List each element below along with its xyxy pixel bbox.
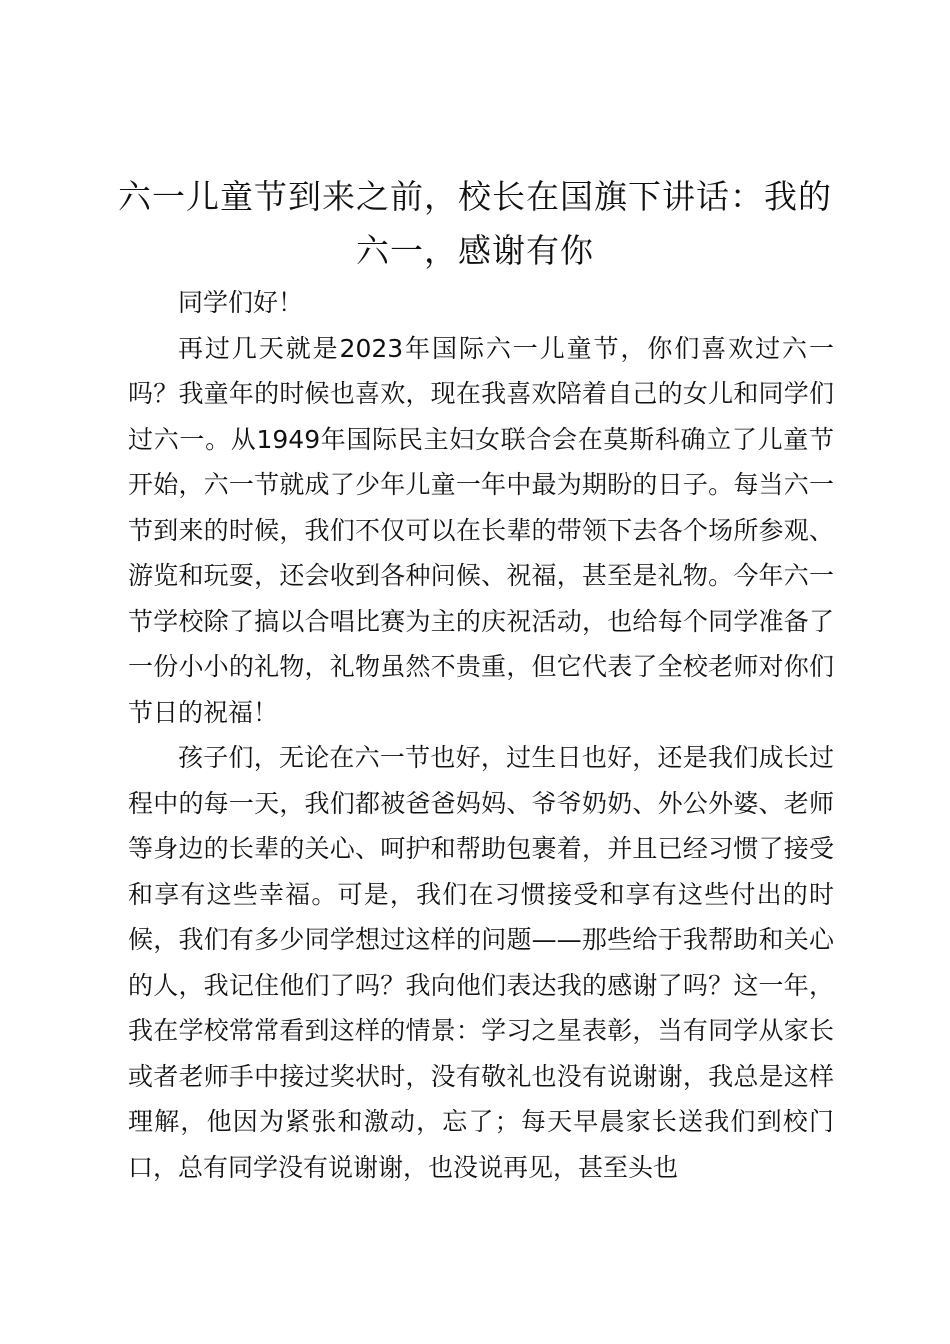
body-paragraph-2: 孩子们，无论在六一节也好，过生日也好，还是我们成长过程中的每一天，我们都被爸爸妈妈、爷爷奶奶、外公外婆、老师等身边的长辈的关心、呵护和帮助包裹着，并且已经习惯了接受和享有这些幸福。可是，我们在习惯接受和享有这些付出的时候，我们有多少同学想过这样的问题——那些给于我帮助和关心的人，我记住他们了吗？我向他们表达我的感谢了吗？这一年，我在学校常常看到这样的情景：学习之星表彰，当有同学从家长或者老师手中接过奖状时，没有敬礼也没有说谢谢，我总是这样理解，他因为紧张和激动，忘了；每天早晨家长送我们到校门口，总有同学没有说谢谢，也没说再见，甚至头也	[128, 743, 834, 1182]
greeting-paragraph: 同学们好！	[178, 288, 304, 317]
document-title: 六一儿童节到来之前，校长在国旗下讲话：我的六一，感谢有你	[118, 177, 832, 270]
document-body	[128, 280, 834, 1190]
body-paragraph-1: 再过几天就是2023年国际六一儿童节，你们喜欢过六一吗？我童年的时候也喜欢，现在我喜欢陪着自己的女儿和同学们过六一。从1949年国际民主妇女联合会在莫斯科确立了儿童节开始，六一节就成了少年儿童一年中最为期盼的日子。每当六一节到来的时候，我们不仅可以在长辈的带领下去各个场所参观、游览和玩耍，还会收到各种问候、祝福，甚至是礼物。今年六一节学校除了搞以合唱比赛为主的庆祝活动，也给每个同学准备了一份小小的礼物，礼物虽然不贵重，但它代表了全校老师对你们节日的祝福！	[128, 333, 834, 727]
